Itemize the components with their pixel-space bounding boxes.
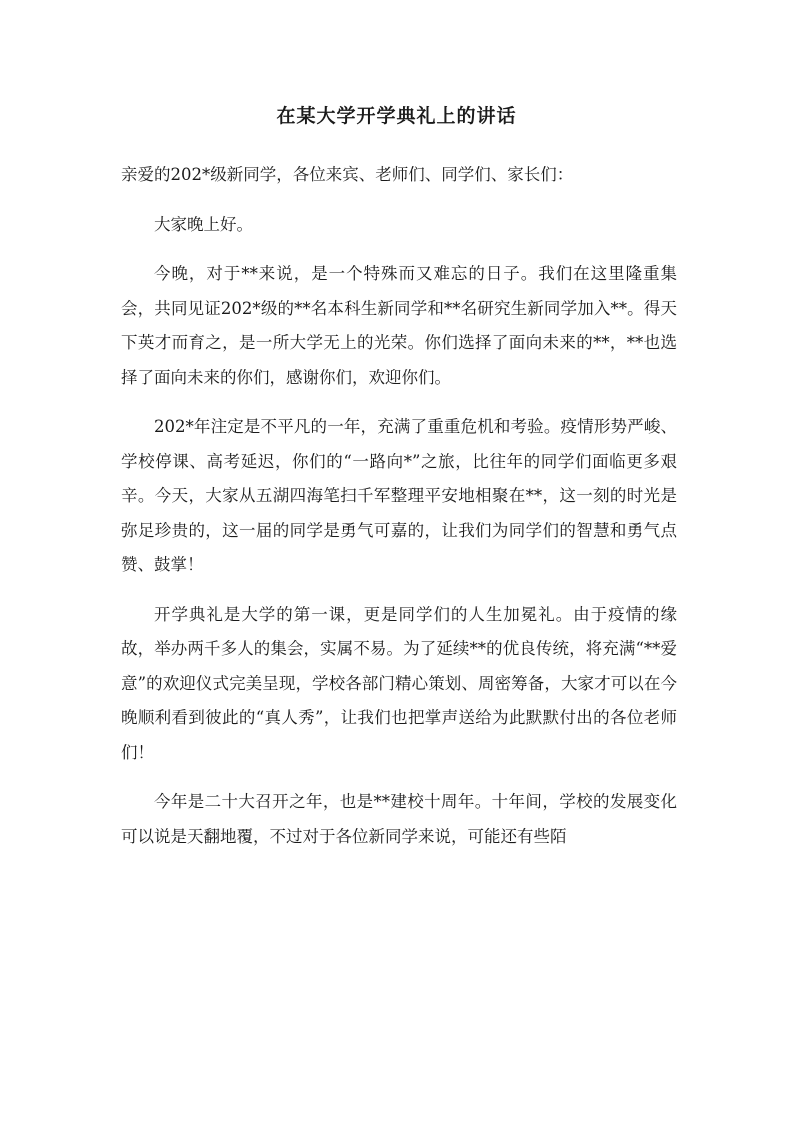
paragraph-tonight: 今晚，对于**来说，是一个特殊而又难忘的日子。我们在这里隆重集会，共同见证202*级的**名本科生新同学和**名研究生新同学加入**。得天下英才而育之，是一所大学无上的光荣。你们选择了面向未来的**，**也选择了面向未来的你们，感谢你们，欢迎你们。 bbox=[121, 264, 677, 387]
paragraph-anniversary: 今年是二十大召开之年，也是**建校十周年。十年间，学校的发展变化可以说是天翻地覆，不过对于各位新同学来说，可能还有些陌 bbox=[121, 792, 677, 846]
paragraph-year: 202*年注定是不平凡的一年，充满了重重危机和考验。疫情形势严峻、学校停课、高考延迟，你们的“一路向*”之旅，比往年的同学们面临更多艰辛。今天，大家从五湖四海笔扫千军整理平安地相聚在**，这一刻的时光是弥足珍贵的，这一届的同学是勇气可嘉的，让我们为同学们的智慧和勇气点赞、鼓掌！ bbox=[121, 417, 677, 574]
paragraph-opening: 大家晚上好。 bbox=[154, 214, 253, 234]
document-body bbox=[121, 158, 677, 869]
paragraph-ceremony: 开学典礼是大学的第一课，更是同学们的人生加冕礼。由于疫情的缘故，举办两千多人的集会，实属不易。为了延续**的优良传统，将充满“**爱意”的欢迎仪式完美呈现，学校各部门精心策划、周密筹备，大家才可以在今晚顺利看到彼此的“真人秀”，让我们也把掌声送给为此默默付出的各位老师们！ bbox=[121, 604, 677, 762]
salutation: 亲爱的202*级新同学，各位来宾、老师们、同学们、家长们： bbox=[121, 165, 574, 184]
document-title: 在某大学开学典礼上的讲话 bbox=[276, 105, 517, 127]
